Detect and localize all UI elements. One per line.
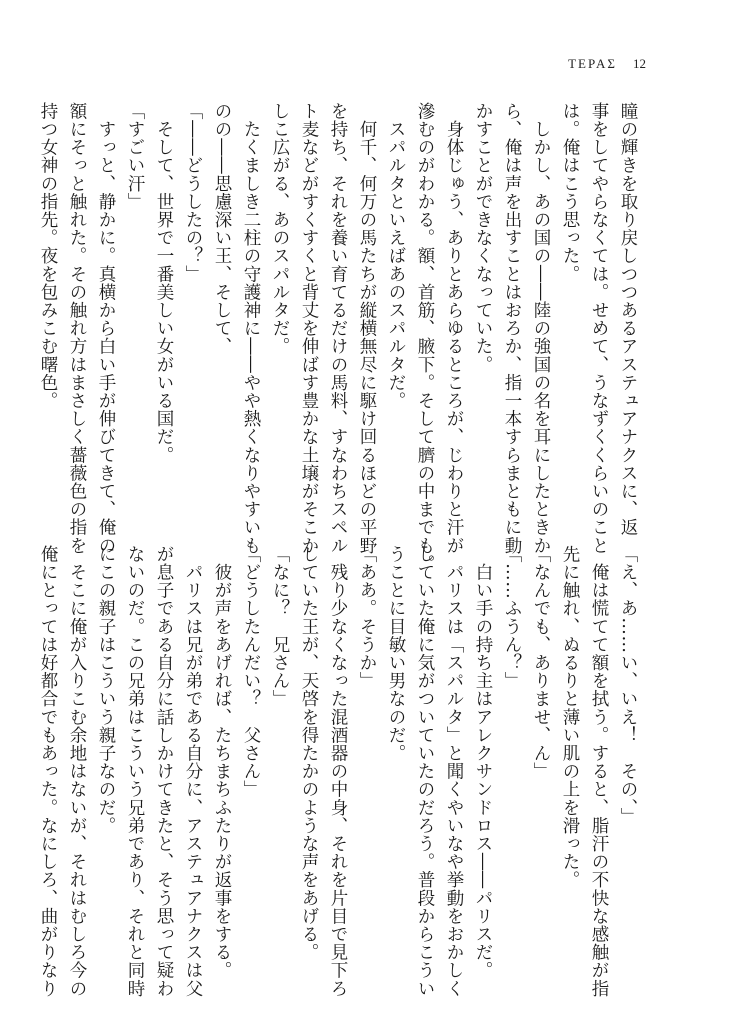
text-line: は。俺はこう思った。 [560,102,580,283]
book-title: ΤΕΡΑΣ [568,56,617,71]
text-line: 事をしてやらなくては。せめて、うなずくくらいのこと [589,102,609,555]
text-line: 「――どうしたの？」 [183,102,203,283]
text-line: そして、世界で一番美しい女がいる国だ。 [154,102,174,464]
text-line: すっと、静かに。真横から白い手が伸びてきて、俺の [96,102,116,555]
text-line: 残り少なくなった混酒器の中身、それを片目で見下ろ [328,545,348,998]
text-line: うことに目敏い男なのだ。 [386,545,406,763]
text-line: 何千、何万の馬たちが縦横無尽に駆け回るほどの平野 [357,102,377,555]
text-line: 持つ女神の指先。夜を包みこむ曙色。 [38,102,58,410]
text-line: 「どうしたんだい？ 父さん」 [241,545,261,799]
running-header [568,56,646,72]
text-line: パリスは「スパルタ」と聞くやいなや挙動をおかしく [444,545,464,998]
text-line: たくましき二柱の守護神に――やや熱くなりやすいも [241,102,261,555]
text-line: 白い手の持ち主はアレクサンドロス――パリスだ。 [473,545,493,980]
text-line: しかし、あの国の――陸の強国の名を耳にしたときか [531,102,551,555]
text-line: スパルタといえばあのスパルタだ。 [386,102,406,410]
text-line: しこ広がる、あのスパルタだ。 [270,102,290,356]
text-line: 身体じゅう、ありとあらゆるところが、じわりと汗が [444,102,464,555]
text-line: 「なんでも、ありませ、ん」 [531,545,551,781]
text-line: パリスは兄が弟である自分に、アステュアナクスは父 [183,545,203,998]
text-line: ら、俺は声を出すことはおろか、指一本すらまともに動 [502,102,522,555]
text-line: 「ああ。そうか」 [357,545,377,690]
text-block-bottom [33,545,642,998]
text-line: かすことができなくなっていた。 [473,102,493,374]
text-line: 「なに？ 兄さん」 [270,545,290,708]
text-line: ないのだ。この兄弟はこういう兄弟であり、それと同時 [125,545,145,998]
text-line: 滲むのがわかる。額、首筋、腋下。そして臍の中までも。 [415,102,435,573]
text-line: 彼が声をあげれば、たちまちふたりが返事をする。 [212,545,232,980]
text-line: ト麦などがすくすくと背丈を伸ばす豊かな土壌がそこか [299,102,319,555]
text-line: が息子である自分に話しかけてきたと、そう思って疑わ [154,545,174,998]
text-line: 額にそっと触れた。その触れ方はまさしく薔薇色の指を [67,102,87,555]
text-line: のの――思慮深い王、そして、 [212,102,232,356]
text-line: にこの親子はこういう親子なのだ。 [96,545,116,835]
text-line: 瞳の輝きを取り戻しつつあるアステュアナクスに、返 [618,102,638,537]
text-line: 「すごい汗」 [125,102,145,211]
text-line: 「え、あ……い、いえ！ その、」 [618,545,638,826]
text-line: 先に触れ、ぬるりと薄い肌の上を滑った。 [560,545,580,889]
text-line: 俺は慌てて額を拭う。すると、脂汗の不快な感触が指 [589,545,609,998]
text-block-top [33,102,642,573]
text-line: していた俺に気がついていたのだろう。普段からこうい [415,545,435,998]
text-line: を持ち、それを養い育てるだけの馬料、すなわちスペル [328,102,348,555]
text-line: 「……ふうん？」 [502,545,522,690]
page-number: 12 [633,56,646,71]
text-line: 俺にとっては好都合でもあった。なにしろ、曲がりなり [38,545,58,998]
text-line: していた王が、天啓を得たかのような声をあげる。 [299,545,319,962]
text-line: そこに俺が入りこむ余地はないが、それはむしろ今の [67,545,87,998]
